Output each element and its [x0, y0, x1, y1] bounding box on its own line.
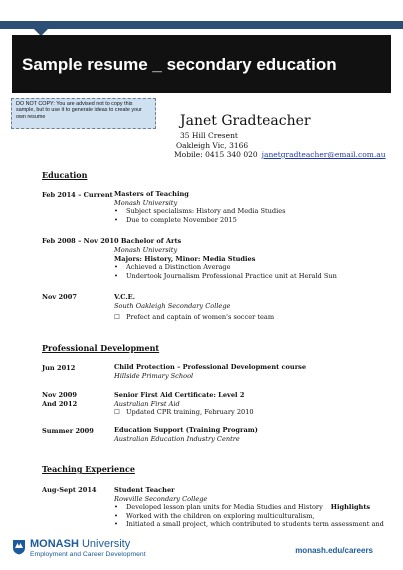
footer — [0, 534, 403, 570]
teaching-entry-1 — [114, 486, 384, 529]
mobile-number: Mobile: 0415 340 020 — [174, 150, 258, 159]
bullet-icon: • — [114, 263, 118, 272]
list-item: • Achieved a Distinction Average — [114, 263, 231, 272]
section-teaching-experience: Teaching Experience — [42, 464, 135, 474]
list-item: • Developed lesson plan units for Media Studies and History Highlights — [114, 503, 371, 512]
address-line-1: 35 Hill Cresent — [180, 131, 238, 140]
title-banner — [12, 35, 391, 93]
education-date-1: Feb 2014 – Current — [42, 191, 113, 199]
entry-bullets — [114, 313, 274, 322]
bullet-icon: • — [114, 207, 118, 216]
entry-bullets — [114, 408, 254, 417]
list-item: • Worked with the children on exploring multiculturalism, — [114, 511, 315, 520]
section-education: Education — [42, 170, 88, 180]
logo-subtitle: Employment and Career Development — [30, 551, 146, 558]
highlights-label: Highlights — [330, 503, 371, 512]
education-entry-2 — [114, 246, 337, 280]
entry-heading: Senior First Aid Certificate: Level 2 — [114, 391, 245, 399]
monash-logo-wordmark: MONASH University — [30, 538, 131, 550]
checkbox-bullet-icon: ☐ — [114, 313, 120, 322]
checkbox-bullet-icon: ☐ — [114, 408, 120, 417]
professional-entry-3 — [114, 426, 258, 443]
candidate-name: Janet Gradteacher — [180, 113, 311, 129]
entry-majors: Majors: History, Minor: Media Studies — [114, 254, 256, 263]
education-entry-1 — [114, 190, 286, 224]
entry-institution: Hillside Primary School — [114, 371, 194, 380]
entry-heading: V.C.E. — [114, 293, 136, 301]
list-item: • Subject specialisms: History and Media Studies — [114, 207, 286, 216]
list-item: • Initiated a small project, which contributed to students term assessment and — [114, 520, 384, 529]
top-bar — [0, 0, 403, 29]
address-line-2: Oakleigh Vic, 3166 — [176, 140, 249, 150]
education-date-2: Feb 2008 – Nov 2010 Bachelor of Arts — [42, 237, 182, 245]
education-entry-3 — [114, 293, 274, 322]
list-item: • Due to complete November 2015 — [114, 215, 237, 224]
entry-bullets — [114, 263, 337, 280]
entry-heading: Student Teacher — [114, 486, 175, 494]
professional-date-3: Summer 2009 — [42, 427, 94, 435]
entry-bullets — [114, 207, 286, 224]
professional-entry-1 — [114, 363, 306, 380]
entry-bullets — [114, 503, 384, 529]
teaching-date-1: Aug-Sept 2014 — [42, 486, 97, 494]
bullet-icon: • — [114, 215, 118, 224]
email-link[interactable]: janetgradteacher@email.com.au — [261, 150, 386, 159]
bullet-icon: • — [114, 511, 118, 520]
top-stripe — [0, 21, 403, 29]
entry-institution: Australian First Aid — [114, 399, 180, 408]
copy-notice: DO NOT COPY: You are advised not to copy this sample, but to use it to generate ideas to create your own resume — [11, 98, 156, 129]
education-date-3: Nov 2007 — [42, 293, 77, 301]
list-item: ☐ Prefect and captain of women's soccer team — [114, 313, 275, 322]
entry-institution: Monash University — [114, 198, 178, 207]
entry-institution: South Oakleigh Secondary College — [114, 301, 231, 310]
professional-date-2: Nov 2009 And 2012 — [42, 391, 78, 408]
entry-heading: Masters of Teaching — [114, 190, 189, 198]
entry-heading: Education Support (Training Program) — [114, 426, 258, 434]
monash-crest-icon — [12, 539, 26, 555]
list-item: ☐ Updated CPR training, February 2010 — [114, 408, 254, 417]
section-professional-development: Professional Development — [42, 343, 160, 353]
entry-institution: Monash University — [114, 246, 178, 254]
bullet-icon: • — [114, 503, 118, 512]
contact-line — [174, 150, 386, 160]
page-title: Sample resume _ secondary education — [22, 55, 337, 74]
bullet-icon: • — [114, 520, 118, 529]
careers-link[interactable]: monash.edu/careers — [295, 546, 373, 555]
professional-entry-2 — [114, 391, 254, 417]
entry-institution: Rowville Secondary College — [114, 494, 208, 503]
professional-date-1: Jun 2012 — [42, 364, 76, 372]
contact-block — [174, 131, 386, 160]
entry-heading: Child Protection – Professional Development course — [114, 363, 307, 371]
bullet-icon: • — [114, 271, 118, 280]
list-item: • Undertook Journalism Professional Practice unit at Herald Sun — [114, 271, 337, 280]
entry-institution: Australian Education Industry Centre — [114, 434, 240, 443]
